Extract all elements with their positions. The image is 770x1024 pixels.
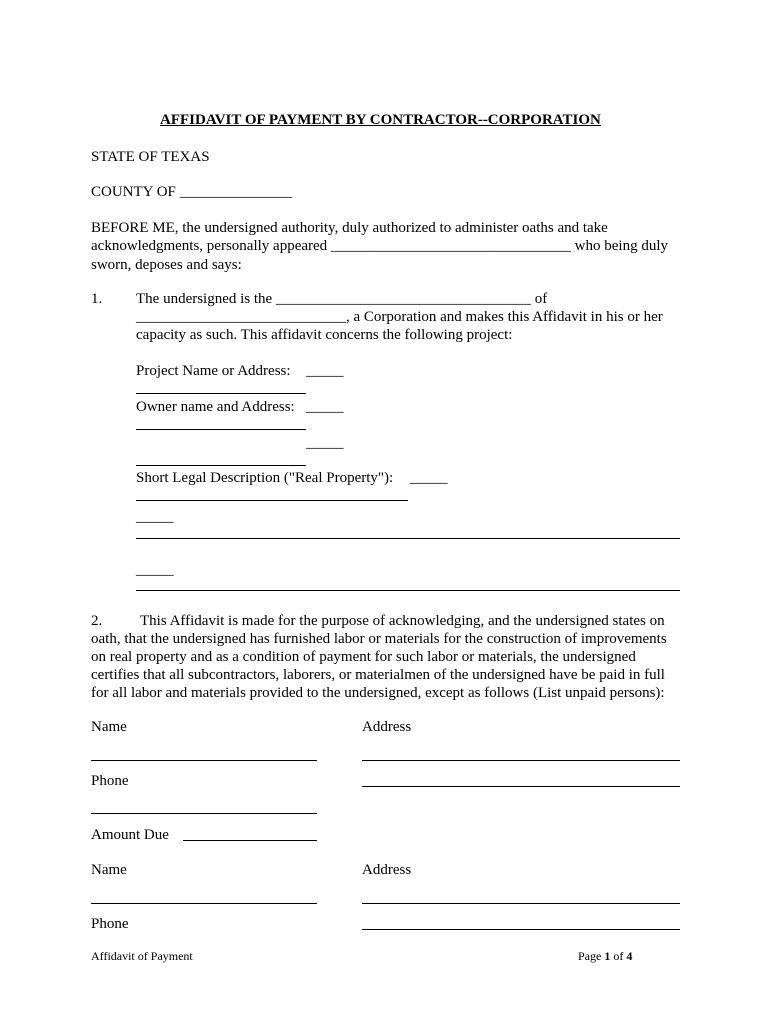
section-2-line-1: This Affidavit is made for the purpose of acknowledging, and the undersigned states on (140, 613, 665, 629)
section-1-line-2: ____________________________, a Corporation and makes this Affidavit in his or her (136, 309, 663, 325)
page-title: AFFIDAVIT OF PAYMENT BY CONTRACTOR--CORPORATION (160, 112, 601, 128)
project-name-blank: _____ (306, 363, 344, 379)
owner-name-field-1[interactable] (136, 429, 306, 430)
unpaid-1-amount-field[interactable] (183, 840, 317, 841)
section-1-number: 1. (91, 291, 103, 307)
project-name-field[interactable] (136, 393, 306, 394)
unpaid-2-address-label: Address (362, 862, 412, 878)
project-name-label: Project Name or Address: (136, 363, 291, 379)
page-prefix: Page (578, 949, 602, 963)
unpaid-1-phone-label: Phone (91, 773, 129, 789)
section-2-line-3: on real property and as a condition of payment for such labor or materials, the undersigned (91, 649, 636, 665)
intro-line-2: acknowledgments, personally appeared ________________________________ who being duly (91, 238, 668, 254)
unpaid-2-address-field-2[interactable] (362, 929, 680, 930)
page-total: 4 (626, 949, 633, 963)
legal-description-field-1[interactable] (136, 500, 408, 501)
unpaid-1-address-field-2[interactable] (362, 786, 680, 787)
legal-description-field-2[interactable] (136, 538, 680, 539)
intro-line-1: BEFORE ME, the undersigned authority, duly authorized to administer oaths and take (91, 220, 608, 236)
unpaid-1-name-label: Name (91, 719, 127, 735)
unpaid-2-name-field[interactable] (91, 903, 317, 904)
footer-document-name: Affidavit of Payment (91, 949, 193, 963)
unpaid-2-address-field-1[interactable] (362, 903, 680, 904)
section-2-line-2: oath, that the undersigned has furnished labor or materials for the construction of improvements (91, 631, 667, 647)
legal-description-blank-3: _____ (136, 562, 174, 578)
legal-description-field-3[interactable] (136, 590, 680, 591)
section-1-line-3: capacity as such. This affidavit concerns the following project: (136, 327, 513, 343)
intro-line-3: sworn, deposes and says: (91, 257, 242, 273)
section-2-line-4: certifies that all subcontractors, laborers, or materialmen of the undersigned have be paid in full (91, 667, 665, 683)
county-heading: COUNTY OF _______________ (91, 184, 293, 200)
footer-page-number (578, 949, 632, 964)
page-current: 1 (604, 949, 611, 963)
unpaid-2-name-label: Name (91, 862, 127, 878)
unpaid-1-address-label: Address (362, 719, 412, 735)
owner-name-blank-2: _____ (306, 435, 344, 451)
unpaid-1-phone-field[interactable] (91, 813, 317, 814)
legal-description-blank-2: _____ (136, 509, 174, 525)
owner-name-field-2[interactable] (136, 465, 306, 466)
legal-description-label: Short Legal Description ("Real Property"): (136, 470, 394, 486)
owner-name-blank: _____ (306, 399, 344, 415)
section-2-number: 2. (91, 613, 103, 629)
unpaid-2-phone-label: Phone (91, 916, 129, 932)
unpaid-1-address-field-1[interactable] (362, 760, 680, 761)
page-of: of (613, 949, 624, 963)
state-heading: STATE OF TEXAS (91, 149, 210, 165)
legal-description-blank: _____ (410, 470, 448, 486)
unpaid-1-name-field[interactable] (91, 760, 317, 761)
owner-name-label: Owner name and Address: (136, 399, 295, 415)
unpaid-1-amount-label: Amount Due (91, 827, 169, 843)
section-1-line-1: The undersigned is the __________________________________ of (136, 291, 548, 307)
section-2-line-5: for all labor and materials provided to the undersigned, except as follows (List unpaid persons): (91, 685, 665, 701)
